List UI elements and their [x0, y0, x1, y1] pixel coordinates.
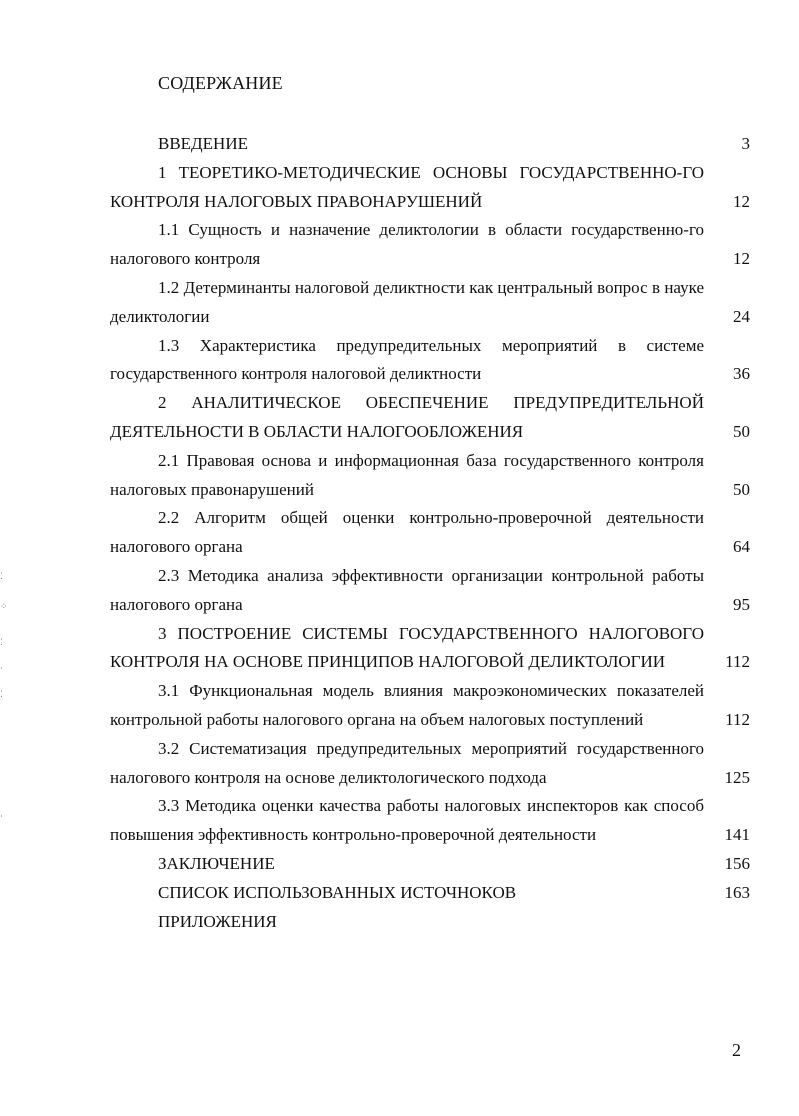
toc-entry-page: 112 — [725, 652, 750, 672]
toc-entry-page: 50 — [733, 421, 750, 441]
toc-entry-chapter-3 — [110, 620, 750, 678]
toc-entry-text: 2.3 Методика анализа эффективности организации контрольной работы налогового органа — [110, 565, 704, 614]
toc-entry-page: 125 — [724, 767, 750, 787]
toc-entry-section-3-1 — [110, 677, 750, 735]
toc-entry-chapter-2 — [110, 389, 750, 447]
toc-entry-text: ЗАКЛЮЧЕНИЕ — [158, 853, 275, 873]
toc-entry-page: 64 — [733, 537, 750, 557]
toc-entry-conclusion — [110, 850, 750, 879]
toc-entry-page: 24 — [733, 306, 750, 326]
toc-entry-chapter-1 — [110, 159, 750, 217]
toc-entry-page: 12 — [733, 191, 750, 211]
toc-entry-page: 36 — [733, 364, 750, 384]
toc-entry-page: 3 — [741, 134, 750, 153]
scan-speck-decoration: · — [0, 664, 3, 674]
scan-speck-decoration: ⁘ — [0, 602, 8, 612]
toc-entry-page: 141 — [724, 825, 750, 845]
toc-entry-text: 1.1 Сущность и назначение деликтологии в области государственно-го налогового контроля — [110, 220, 704, 269]
toc-entry-text: ПРИЛОЖЕНИЯ — [158, 911, 277, 931]
toc-entry-text: ВВЕДЕНИЕ — [158, 134, 248, 153]
toc-entry-page: 95 — [733, 594, 750, 614]
toc-entry-text: 1.3 Характеристика предупредительных мероприятий в системе государственного контроля налоговой деликтности — [110, 335, 704, 384]
toc-entry-page: 156 — [724, 853, 750, 873]
scan-speck-decoration: · — [0, 812, 3, 822]
toc-entry-text: 1.2 Детерминанты налоговой деликтности как центральный вопрос в науке деликтологии — [110, 277, 704, 326]
toc-entry-text: СПИСОК ИСПОЛЬЗОВАННЫХ ИСТОЧНОКОВ — [158, 882, 517, 902]
toc-entry-page: 163 — [724, 882, 750, 902]
toc-entry-text: 1 ТЕОРЕТИКО-МЕТОДИЧЕСКИЕ ОСНОВЫ ГОСУДАРСТВЕННО-ГО КОНТРОЛЯ НАЛОГОВЫХ ПРАВОНАРУШЕНИЙ — [110, 162, 704, 211]
table-of-contents — [110, 130, 750, 936]
toc-entry-introduction — [110, 130, 750, 159]
toc-entry-section-2-2 — [110, 504, 750, 562]
toc-entry-section-3-2 — [110, 735, 750, 793]
toc-entry-text: 2.2 Алгоритм общей оценки контрольно-проверочной деятельности налогового органа — [110, 508, 704, 557]
toc-entry-section-2-1 — [110, 447, 750, 505]
toc-entry-section-3-3 — [110, 792, 750, 850]
toc-entry-page: 12 — [733, 249, 750, 269]
toc-entry-section-1-3 — [110, 332, 750, 390]
scan-speck-decoration: ⁚ — [0, 638, 3, 648]
toc-entry-references — [110, 879, 750, 908]
page-title: СОДЕРЖАНИЕ — [158, 73, 283, 93]
toc-entry-section-1-1 — [110, 216, 750, 274]
toc-entry-page: 112 — [725, 709, 750, 729]
toc-entry-text: 2 АНАЛИТИЧЕСКОЕ ОБЕСПЕЧЕНИЕ ПРЕДУПРЕДИТЕЛЬНОЙ ДЕЯТЕЛЬНОСТИ В ОБЛАСТИ НАЛОГООБЛОЖЕНИЯ — [110, 393, 704, 441]
toc-entry-section-1-2 — [110, 274, 750, 332]
toc-entry-text: 3 ПОСТРОЕНИЕ СИСТЕМЫ ГОСУДАРСТВЕННОГО НАЛОГОВОГО КОНТРОЛЯ НА ОСНОВЕ ПРИНЦИПОВ НАЛОГОВОЙ ДЕЛИКТОЛОГИИ — [110, 623, 704, 672]
toc-entry-text: 3.2 Систематизация предупредительных мероприятий государственного налогового контроля на основе деликтологического подхода — [110, 738, 704, 787]
scan-speck-decoration: ⁚ — [0, 572, 3, 582]
toc-entry-text: 3.1 Функциональная модель влияния макроэкономических показателей контрольной работы налогового органа на объем налоговых поступлений — [110, 681, 704, 729]
toc-entry-text: 2.1 Правовая основа и информационная база государственного контроля налоговых правонарушений — [110, 450, 704, 499]
toc-entry-text: 3.3 Методика оценки качества работы налоговых инспекторов как способ повышения эффективность контрольно-проверочной деятельности — [110, 796, 704, 845]
page-number: 2 — [732, 1040, 741, 1060]
toc-entry-page: 50 — [733, 479, 750, 499]
toc-entry-appendices — [110, 908, 750, 937]
scan-speck-decoration: ⁚ — [0, 690, 3, 700]
toc-entry-section-2-3 — [110, 562, 750, 620]
